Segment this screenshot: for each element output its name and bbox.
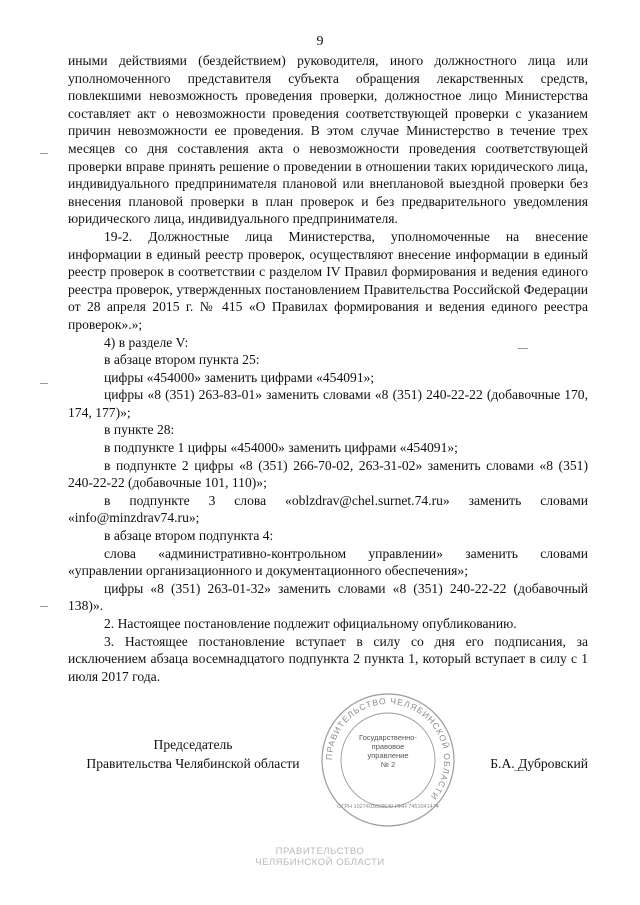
margin-mark <box>40 383 48 384</box>
paragraph: 2. Настоящее постановление подлежит официальному опубликованию. <box>104 616 517 631</box>
margin-mark <box>40 606 48 607</box>
margin-mark <box>40 153 48 154</box>
seal-line: № 2 <box>380 760 396 769</box>
seal-inner-text <box>359 733 417 769</box>
paragraph: 3. Настоящее постановление вступает в силу со дня его подписания, за исключением абзаца восемнадцатого подпункта 2 пункта 1, который вступает в силу с 1 июля 2017 года. <box>68 633 588 684</box>
signatory-organization: Правительства Челябинской области <box>86 756 300 771</box>
paragraph: в подпункте 3 слова «oblzdrav@chel.surnet.74.ru» заменить словами «info@minzdrav74.ru»; <box>68 492 588 526</box>
document-body <box>68 52 588 685</box>
watermark-line: ПРАВИТЕЛЬСТВО <box>275 846 365 857</box>
paragraph: в абзаце втором пункта 25: <box>104 352 260 368</box>
paragraph: цифры «454000» заменить цифрами «454091»; <box>104 369 375 385</box>
paragraph: в подпункте 2 цифры «8 (351) 266-70-02, 263-31-02» заменить словами «8 (351) 240-22-22 (добавочные 101, 110)»; <box>68 457 588 491</box>
watermark-line: ЧЕЛЯБИНСКОЙ ОБЛАСТИ <box>255 857 385 868</box>
paragraph: в пункте 28: <box>104 422 175 438</box>
signatory-name: Б.А. Дубровский <box>490 756 588 771</box>
bottom-watermark <box>0 846 640 868</box>
paragraph: 19-2. Должностные лица Министерства, уполномоченные на внесение информации в единый реестр проверок, осуществляют внесение информации в единый реестр проверок в соответствии с разделом IV Правил формирования и ведения единого реестра проверок, утвержденных постановлением Правительства Российской Федерации от 28 апреля 2015 г. № 415 «О Правилах формирования и ведения единого реестра проверок».»; <box>68 228 588 332</box>
paragraph: цифры «8 (351) 263-83-01» заменить словами «8 (351) 240-22-22 (добавочные 170, 174, 177)»; <box>68 387 588 420</box>
margin-mark <box>518 348 528 349</box>
paragraph: иными действиями (бездействием) руководителя, иного должностного лица или уполномоченного представителя субъекта обращения лекарственных средств, повлекшими невозможность проведения проверки, должностное лицо Министерства составляет акт о невозможности проведения соответствующей проверки с указанием причин невозможности ее проведения. В этом случае Министерство в течение трех месяцев со дня составления акта о невозможности проведения соответствующей проверки вправе принять решение о проведении в отношении таких юридического лица, индивидуального предпринимателя плановой или внеплановой выездной проверки без внесения плановой проверки в план проверок и без предварительного уведомления юридического лица, индивидуального предпринимателя. <box>68 53 588 227</box>
signatory-title: Председатель <box>153 737 233 752</box>
seal-ring-text: ПРАВИТЕЛЬСТВО ЧЕЛЯБИНСКОЙ ОБЛАСТИ <box>323 695 453 803</box>
paragraph: слова «административно-контрольном управлении» заменить словами «управлении организационного и документационного обеспечения»; <box>68 545 588 579</box>
seal-line: правовое <box>371 742 405 751</box>
paragraph: 4) в разделе V: <box>104 334 189 350</box>
paragraph: цифры «8 (351) 263-01-32» заменить словами «8 (351) 240-22-22 (добавочный 138)». <box>68 580 588 614</box>
page-number: 9 <box>316 34 324 49</box>
seal-codes: ОГРН 1027403893640 ИНН 7451041474 <box>337 804 439 810</box>
seal-line: Государственно- <box>359 733 417 742</box>
paragraph: в абзаце втором подпункта 4: <box>104 528 274 544</box>
seal-line: управление <box>367 751 409 760</box>
paragraph: в подпункте 1 цифры «454000» заменить цифрами «454091»; <box>104 440 458 456</box>
